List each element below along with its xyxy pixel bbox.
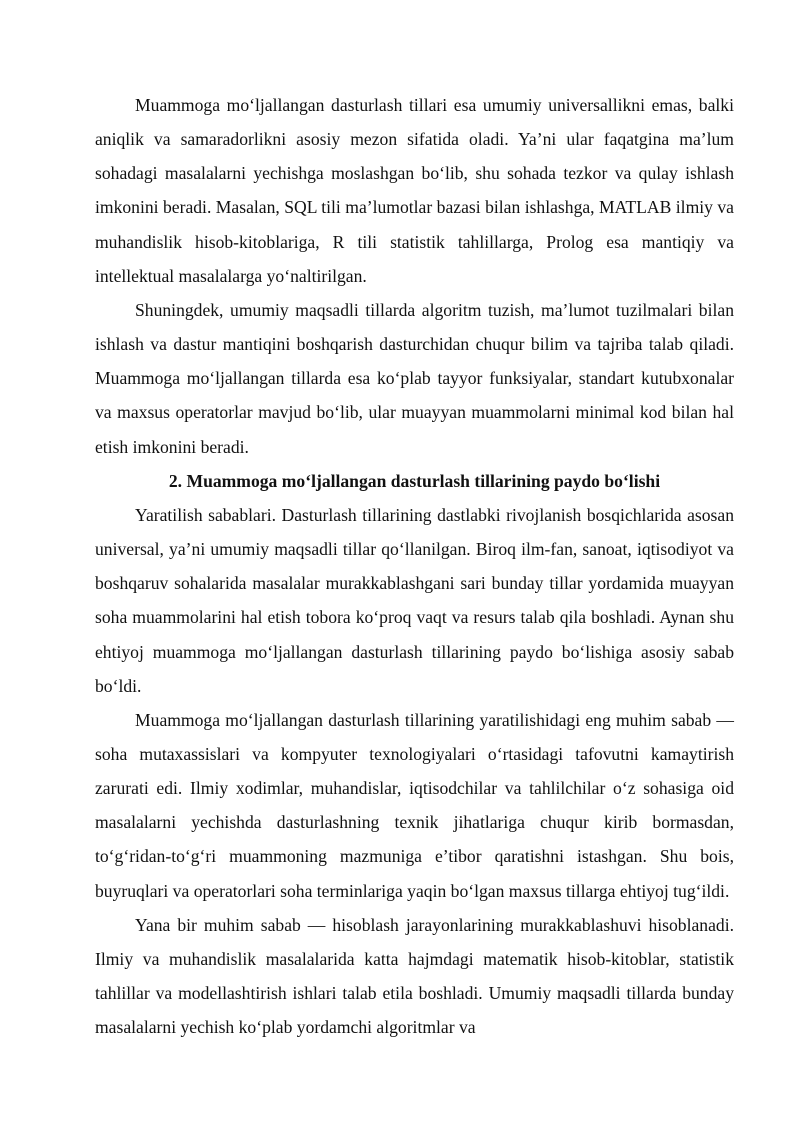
section-heading: 2. Muammoga mo‘ljallangan dasturlash tillarining paydo bo‘lishi — [168, 470, 661, 491]
paragraph: Yana bir muhim sabab — hisoblash jarayonlarining murakkablashuvi hisoblanadi. Ilmiy va muhandislik masalalarida katta hajmdagi matematik hisob-kitoblar, statistik tahlillar va modellashtirish ishlari talab etila boshladi. Umumiy maqsadli tillarda bunday masalalarni yechish ko‘plab yordamchi algoritmlar va — [95, 914, 734, 1038]
paragraph: Muammoga mo‘ljallangan dasturlash tillarining yaratilishidagi eng muhim sabab — soha mutaxassislari va kompyuter texnologiyalari o‘rtasidagi tafovutni kamaytirish zarurati edi. Ilmiy xodimlar, muhandislar, iqtisodchilar va tahlilchilar o‘z sohasiga oid masalalarni yechishda dasturlashning texnik jihatlariga chuqur kirib bormasdan, to‘g‘ridan-to‘g‘ri muammoning mazmuniga e’tibor qaratishni istashgan. Shu bois, buyruqlari va operatorlari soha terminlariga yaqin bo‘lgan maxsus tillarga ehtiyoj tug‘ildi. — [95, 709, 734, 901]
paragraph: Shuningdek, umumiy maqsadli tillarda algoritm tuzish, ma’lumot tuzilmalari bilan ishlash va dastur mantiqini boshqarish dasturchidan chuqur bilim va tajriba talab qiladi. Muammoga mo‘ljallangan tillarda esa ko‘plab tayyor funksiyalar, standart kutubxonalar va maxsus operatorlar mavjud bo‘lib, ular muayyan muammolarni minimal kod bilan hal etish imkonini beradi. — [95, 299, 734, 457]
paragraph: Muammoga mo‘ljallangan dasturlash tillari esa umumiy universallikni emas, balki aniqlik va samaradorlikni asosiy mezon sifatida oladi. Ya’ni ular faqatgina ma’lum sohadagi masalalarni yechishga moslashgan bo‘lib, shu sohada tezkor va qulay ishlash imkonini beradi. Masalan, SQL tili ma’lumotlar bazasi bilan ishlashga, MATLAB ilmiy va muhandislik hisob-kitoblariga, R tili statistik tahlillarga, Prolog esa mantiqiy va intellektual masalalarga yo‘naltirilgan. — [95, 95, 734, 286]
paragraph: Yaratilish sabablari. Dasturlash tillarining dastlabki rivojlanish bosqichlarida asosan universal, ya’ni umumiy maqsadli tillar qo‘llanilgan. Biroq ilm-fan, sanoat, iqtisodiyot va boshqaruv sohalarida masalalar murakkablashgani sari bunday tillar yordamida muayyan soha muammolarini hal etish tobora ko‘proq vaqt va resurs talab qila boshladi. Aynan shu ehtiyoj muammoga mo‘ljallangan dasturlash tillarining paydo bo‘lishiga asosiy sabab bo‘ldi. — [95, 504, 734, 696]
document-page — [95, 88, 734, 1044]
